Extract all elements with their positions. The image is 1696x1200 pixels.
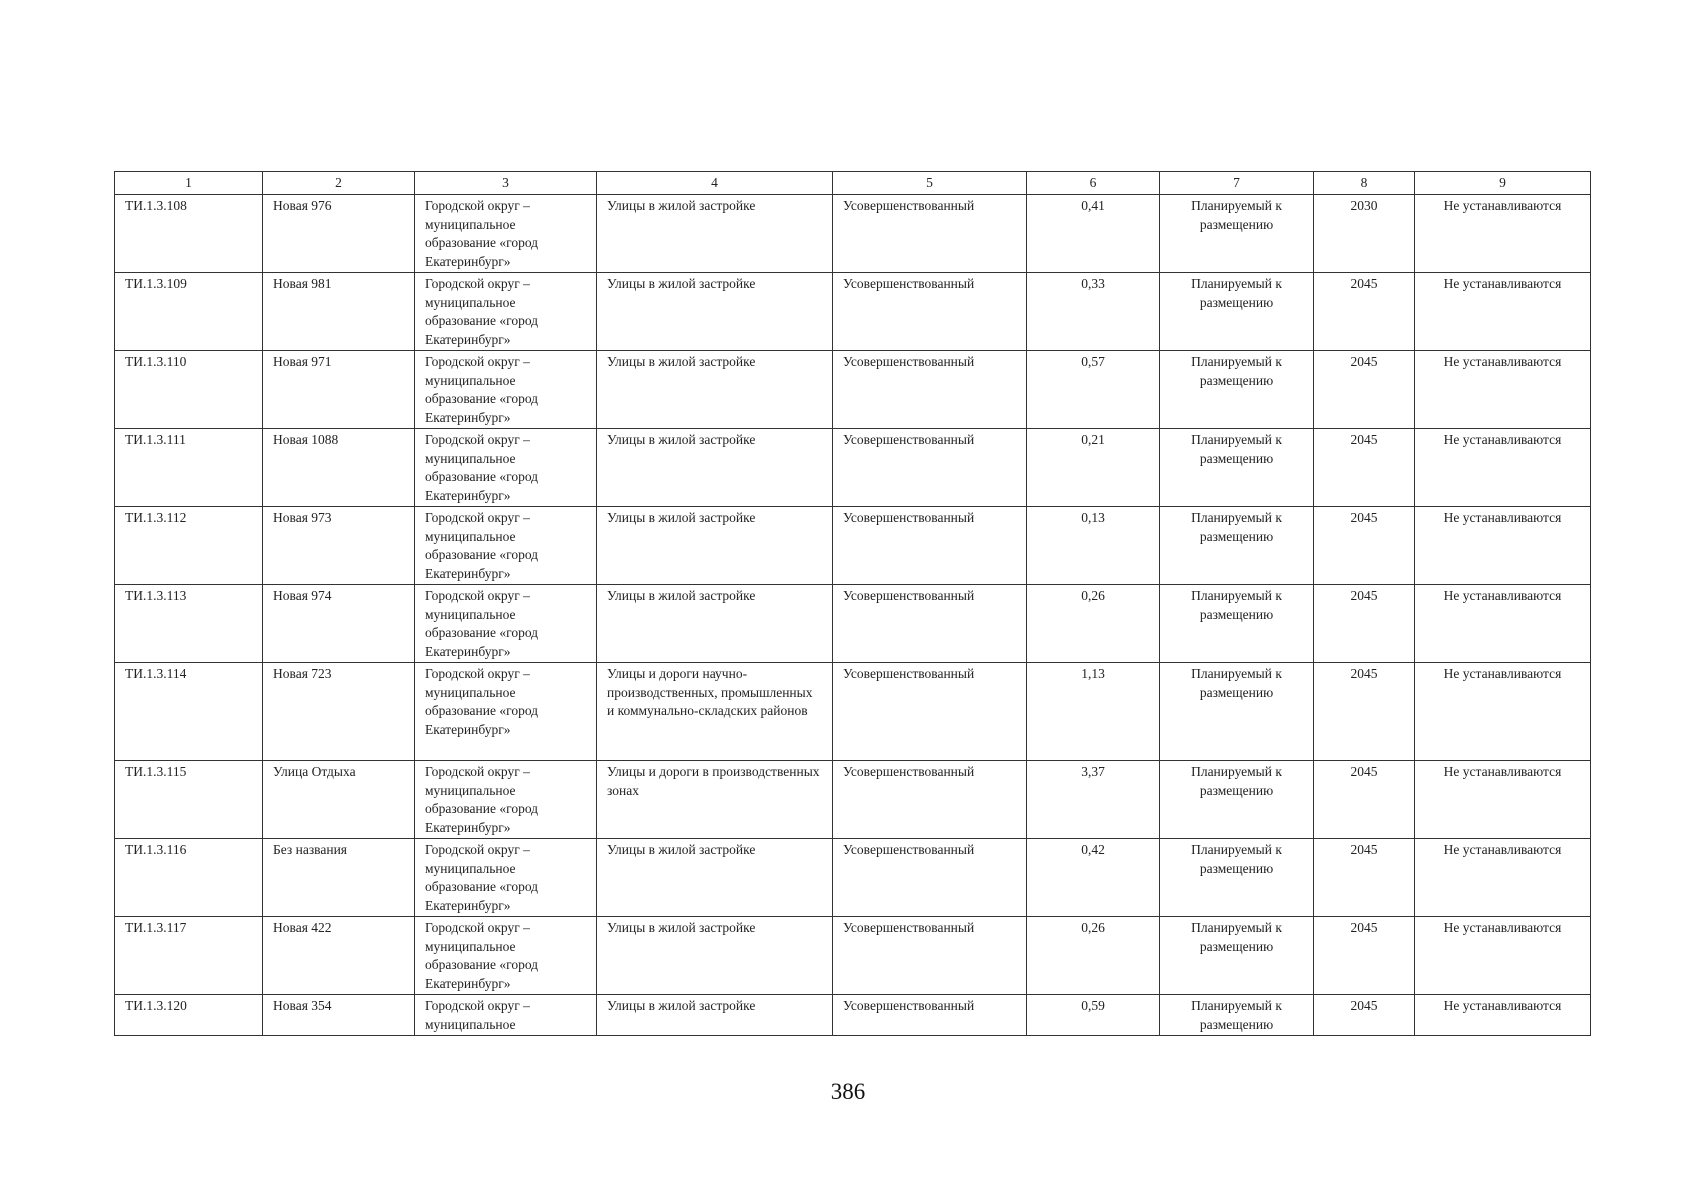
cell-object-code: ТИ.1.3.120	[115, 995, 263, 1036]
cell-object-code: ТИ.1.3.115	[115, 761, 263, 839]
cell-surface-type: Усовершенствованный	[833, 995, 1027, 1036]
cell-municipality: Городской округ – муниципальное образование «город Екатеринбург»	[415, 195, 597, 273]
cell-zone-restrictions: Не устанавливаются	[1415, 663, 1591, 761]
cell-status: Планируемый к размещению	[1160, 585, 1314, 663]
cell-status: Планируемый к размещению	[1160, 273, 1314, 351]
cell-road-category: Улицы в жилой застройке	[597, 995, 833, 1036]
cell-status: Планируемый к размещению	[1160, 195, 1314, 273]
cell-year: 2045	[1314, 663, 1415, 761]
table-row	[115, 195, 1591, 273]
cell-municipality: Городской округ – муниципальное образование «город Екатеринбург»	[415, 273, 597, 351]
cell-object-code: ТИ.1.3.112	[115, 507, 263, 585]
cell-status: Планируемый к размещению	[1160, 839, 1314, 917]
cell-status: Планируемый к размещению	[1160, 663, 1314, 761]
cell-municipality: Городской округ – муниципальное образование «город Екатеринбург»	[415, 585, 597, 663]
cell-object-code: ТИ.1.3.111	[115, 429, 263, 507]
cell-surface-type: Усовершенствованный	[833, 273, 1027, 351]
cell-object-name: Без названия	[263, 839, 415, 917]
cell-year: 2045	[1314, 429, 1415, 507]
table-row	[115, 351, 1591, 429]
cell-year: 2045	[1314, 917, 1415, 995]
table-row	[115, 839, 1591, 917]
cell-length-km: 3,37	[1027, 761, 1160, 839]
cell-object-code: ТИ.1.3.113	[115, 585, 263, 663]
cell-status: Планируемый к размещению	[1160, 429, 1314, 507]
cell-object-code: ТИ.1.3.116	[115, 839, 263, 917]
cell-object-name: Новая 974	[263, 585, 415, 663]
cell-surface-type: Усовершенствованный	[833, 663, 1027, 761]
cell-road-category: Улицы в жилой застройке	[597, 839, 833, 917]
cell-status: Планируемый к размещению	[1160, 995, 1314, 1036]
cell-object-name: Новая 723	[263, 663, 415, 761]
cell-length-km: 0,26	[1027, 917, 1160, 995]
column-header: 4	[597, 172, 833, 195]
cell-year: 2045	[1314, 761, 1415, 839]
page-number: 386	[830, 1079, 866, 1104]
cell-road-category: Улицы в жилой застройке	[597, 351, 833, 429]
cell-road-category: Улицы в жилой застройке	[597, 507, 833, 585]
cell-surface-type: Усовершенствованный	[833, 585, 1027, 663]
cell-object-name: Улица Отдыха	[263, 761, 415, 839]
cell-road-category: Улицы в жилой застройке	[597, 195, 833, 273]
cell-surface-type: Усовершенствованный	[833, 917, 1027, 995]
cell-status: Планируемый к размещению	[1160, 507, 1314, 585]
cell-year: 2045	[1314, 995, 1415, 1036]
cell-zone-restrictions: Не устанавливаются	[1415, 839, 1591, 917]
column-header: 9	[1415, 172, 1591, 195]
column-header: 3	[415, 172, 597, 195]
table-row	[115, 917, 1591, 995]
cell-length-km: 0,57	[1027, 351, 1160, 429]
table-row	[115, 585, 1591, 663]
column-header: 8	[1314, 172, 1415, 195]
cell-object-code: ТИ.1.3.110	[115, 351, 263, 429]
cell-municipality: Городской округ – муниципальное	[415, 995, 597, 1036]
table-row	[115, 273, 1591, 351]
cell-status: Планируемый к размещению	[1160, 761, 1314, 839]
cell-object-code: ТИ.1.3.109	[115, 273, 263, 351]
cell-zone-restrictions: Не устанавливаются	[1415, 917, 1591, 995]
cell-zone-restrictions: Не устанавливаются	[1415, 195, 1591, 273]
cell-municipality: Городской округ – муниципальное образование «город Екатеринбург»	[415, 507, 597, 585]
cell-length-km: 0,13	[1027, 507, 1160, 585]
cell-object-name: Новая 973	[263, 507, 415, 585]
cell-length-km: 0,59	[1027, 995, 1160, 1036]
cell-object-name: Новая 976	[263, 195, 415, 273]
cell-municipality: Городской округ – муниципальное образование «город Екатеринбург»	[415, 839, 597, 917]
cell-municipality: Городской округ – муниципальное образование «город Екатеринбург»	[415, 429, 597, 507]
table-body	[115, 195, 1591, 1036]
table-row	[115, 761, 1591, 839]
header-row	[115, 172, 1591, 195]
column-header: 6	[1027, 172, 1160, 195]
column-header: 5	[833, 172, 1027, 195]
cell-zone-restrictions: Не устанавливаются	[1415, 273, 1591, 351]
cell-object-name: Новая 1088	[263, 429, 415, 507]
cell-municipality: Городской округ – муниципальное образование «город Екатеринбург»	[415, 917, 597, 995]
cell-road-category: Улицы в жилой застройке	[597, 917, 833, 995]
column-header: 1	[115, 172, 263, 195]
cell-surface-type: Усовершенствованный	[833, 429, 1027, 507]
cell-object-name: Новая 422	[263, 917, 415, 995]
cell-road-category: Улицы в жилой застройке	[597, 585, 833, 663]
data-table	[114, 171, 1591, 1036]
table-row	[115, 663, 1591, 761]
cell-object-code: ТИ.1.3.108	[115, 195, 263, 273]
cell-year: 2045	[1314, 351, 1415, 429]
cell-status: Планируемый к размещению	[1160, 351, 1314, 429]
cell-length-km: 0,26	[1027, 585, 1160, 663]
cell-road-category: Улицы и дороги в производственных зонах	[597, 761, 833, 839]
cell-municipality: Городской округ – муниципальное образование «город Екатеринбург»	[415, 351, 597, 429]
cell-municipality: Городской округ – муниципальное образование «город Екатеринбург»	[415, 761, 597, 839]
table-row	[115, 429, 1591, 507]
cell-object-code: ТИ.1.3.117	[115, 917, 263, 995]
cell-zone-restrictions: Не устанавливаются	[1415, 585, 1591, 663]
cell-year: 2045	[1314, 585, 1415, 663]
cell-road-category: Улицы в жилой застройке	[597, 429, 833, 507]
cell-length-km: 0,33	[1027, 273, 1160, 351]
cell-year: 2045	[1314, 839, 1415, 917]
cell-surface-type: Усовершенствованный	[833, 507, 1027, 585]
cell-municipality: Городской округ – муниципальное образование «город Екатеринбург»	[415, 663, 597, 761]
cell-object-name: Новая 981	[263, 273, 415, 351]
cell-length-km: 0,21	[1027, 429, 1160, 507]
cell-road-category: Улицы в жилой застройке	[597, 273, 833, 351]
table-row	[115, 507, 1591, 585]
cell-zone-restrictions: Не устанавливаются	[1415, 507, 1591, 585]
cell-zone-restrictions: Не устанавливаются	[1415, 429, 1591, 507]
cell-status: Планируемый к размещению	[1160, 917, 1314, 995]
cell-surface-type: Усовершенствованный	[833, 195, 1027, 273]
cell-surface-type: Усовершенствованный	[833, 351, 1027, 429]
cell-surface-type: Усовершенствованный	[833, 839, 1027, 917]
table-row	[115, 995, 1591, 1036]
cell-object-code: ТИ.1.3.114	[115, 663, 263, 761]
cell-year: 2030	[1314, 195, 1415, 273]
cell-object-name: Новая 971	[263, 351, 415, 429]
cell-length-km: 0,42	[1027, 839, 1160, 917]
column-header: 2	[263, 172, 415, 195]
cell-surface-type: Усовершенствованный	[833, 761, 1027, 839]
cell-zone-restrictions: Не устанавливаются	[1415, 995, 1591, 1036]
cell-zone-restrictions: Не устанавливаются	[1415, 351, 1591, 429]
cell-length-km: 1,13	[1027, 663, 1160, 761]
cell-year: 2045	[1314, 273, 1415, 351]
cell-zone-restrictions: Не устанавливаются	[1415, 761, 1591, 839]
cell-year: 2045	[1314, 507, 1415, 585]
column-header: 7	[1160, 172, 1314, 195]
cell-road-category: Улицы и дороги научно-производственных, промышленных и коммунально-складских районов	[597, 663, 833, 761]
cell-length-km: 0,41	[1027, 195, 1160, 273]
cell-object-name: Новая 354	[263, 995, 415, 1036]
